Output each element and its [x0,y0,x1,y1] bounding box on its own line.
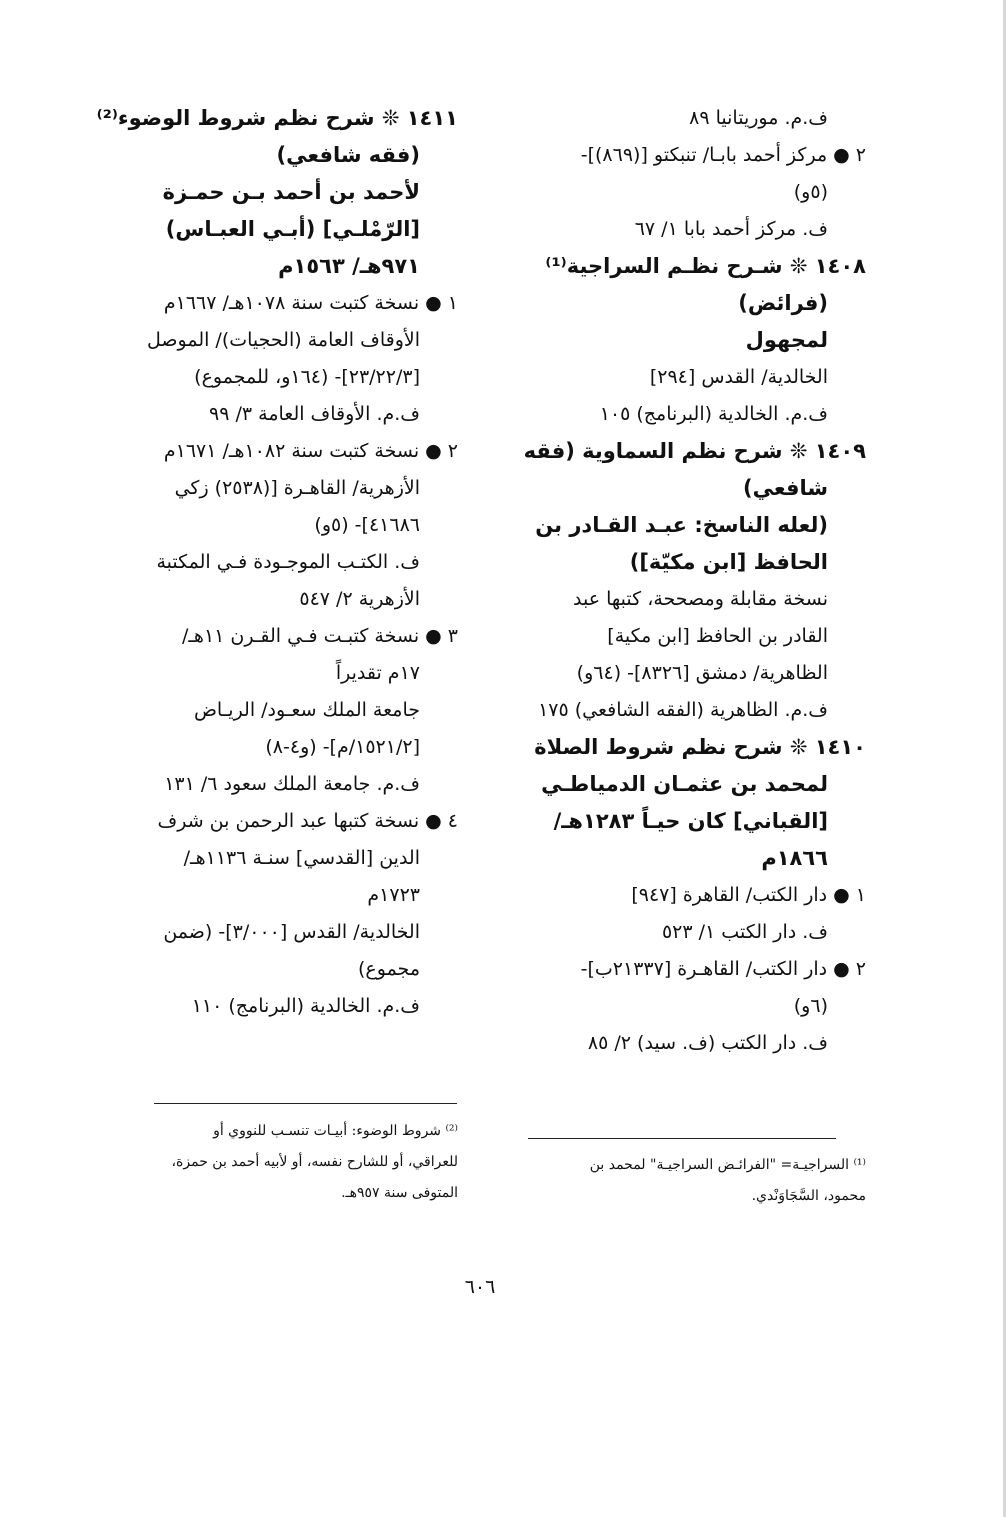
left-column-line: (فقه شافعي) [276,143,420,167]
left-column-line: الخالدية/ القدس [٣/٠٠٠]- (ضمن [163,921,420,943]
right-column-line: ١٤٠٨ ❊ شـرح نظـم السراجية⁽¹⁾ [545,254,866,278]
left-column-line: [١٥٢١/٢/م]- (و٤-٨) [265,736,420,758]
left-column-line: ١٧٢٣م [367,884,420,906]
page-number: ٦٠٦ [464,1276,496,1298]
right-column-line: ف.م. الظاهرية (الفقه الشافعي) ١٧٥ [538,699,828,721]
right-column-line: لمجهول [745,328,828,352]
right-column-line: ١٨٦٦م [761,846,828,870]
left-column-line: ٩٧١هـ/ ١٥٦٣م [278,254,420,278]
footnote-right-line: ⁽¹⁾ السراجيـة= "الفرائـض السراجيـة" لمحمد بن [589,1157,866,1173]
right-column-line: (٥و) [793,181,828,203]
right-column-line: (٦و) [793,995,828,1017]
left-column-line: ١ ● نسخة كتبت سنة ١٠٧٨هـ/ ١٦٦٧م [163,292,458,314]
right-column-line: ف. دار الكتب ١/ ٥٢٣ [661,921,828,943]
left-column-line: ١٤١١ ❊ شرح نظم شروط الوضوء⁽²⁾ [96,106,458,130]
left-column-line: ٢ ● نسخة كتبت سنة ١٠٨٢هـ/ ١٦٧١م [163,440,458,462]
left-column-line: لأحمد بن أحمد بـن حمـزة [162,180,420,204]
right-column-line: الخالدية/ القدس [٢٩٤] [649,366,828,388]
left-column-line: ٣ ● نسخة كتبـت فـي القـرن ١١هـ/ [181,625,458,647]
right-column-line: ٢ ● مركز أحمد بابـا/ تنبكتو [(٨٦٩)]- [580,144,866,166]
left-column-line: الأزهرية ٢/ ٥٤٧ [299,588,420,610]
right-column-line: [القباني] كان حيـاً ١٢٨٣هـ/ [553,809,828,833]
right-column-line: ١٤١٠ ❊ شرح نظم شروط الصلاة [534,735,866,759]
left-column [96,100,458,1025]
left-column-line: ف.م. الأوقاف العامة ٣/ ٩٩ [209,403,420,425]
left-column-line: مجموع) [358,958,420,980]
right-column-line: ١ ● دار الكتب/ القاهرة [٩٤٧] [631,884,866,906]
right-column-line: ٢ ● دار الكتب/ القاهـرة [٢١٣٣٧ب]- [580,958,866,980]
right-column-line: الحافظ [ابن مكيّة]) [629,550,828,574]
footnote-left-line: ⁽²⁾ شروط الوضوء: أبيـات تنسـب للنووي أو [213,1123,458,1139]
left-column-line: ١٧م تقديراً [335,662,420,684]
left-column-line: ٤ ● نسخة كتبها عبد الرحمن بن شرف [157,810,458,832]
right-column-line: شافعي) [743,476,828,500]
left-column-line: ف.م. الخالدية (البرنامج) ١١٠ [191,995,420,1017]
footnote-left-line: للعراقي، أو للشارح نفسه، أو لأبيه أحمد بن حمزة، [171,1154,458,1170]
left-column-line: الدين [القدسي] سنـة ١١٣٦هـ/ [183,847,420,869]
footnote-left [138,1116,458,1209]
right-column-line: لمحمد بن عثمـان الدمياطـي [541,772,828,796]
right-column [523,100,866,1062]
left-column-line: [٢٣/٢٢/٣]- (١٦٤و، للمجموع) [194,366,420,388]
footnote-rule-left [154,1103,457,1104]
footnote-right-line: محمود، السَّجَاوَنْدي. [751,1188,866,1204]
left-column-line: الأوقاف العامة (الحجيات)/ الموصل [147,329,420,351]
right-column-line: ف.م. الخالدية (البرنامج) ١٠٥ [599,403,828,425]
right-column-line: ف. مركز أحمد بابا ١/ ٦٧ [634,218,828,240]
left-column-line: [الرّمْلـي] (أبـي العبـاس) [165,217,420,241]
right-column-line: الظاهرية/ دمشق [٨٣٢٦]- (٦٤و) [576,662,828,684]
left-column-line: ف.م. جامعة الملك سعود ٦/ ١٣١ [164,773,420,795]
left-column-line: الأزهرية/ القاهـرة [(٢٥٣٨) زكي [174,477,420,499]
left-column-line: ٤١٦٨٦]- (٥و) [314,514,420,536]
footnote-right [526,1150,866,1212]
footnote-rule-right [528,1138,836,1139]
right-column-line: (فرائض) [738,291,828,315]
right-column-line: القادر بن الحافظ [ابن مكية] [607,625,828,647]
right-column-line: (لعله الناسخ: عبـد القـادر بن [535,513,828,537]
footnote-left-line: المتوفى سنة ٩٥٧هـ. [341,1185,458,1201]
left-column-line: جامعة الملك سعـود/ الريـاض [193,699,420,721]
left-column-line: ف. الكتـب الموجـودة فـي المكتبة [156,551,420,573]
right-column-line: ١٤٠٩ ❊ شرح نظم السماوية (فقه [523,439,866,463]
right-column-line: ف. دار الكتب (ف. سيد) ٢/ ٨٥ [587,1032,828,1054]
right-column-line: ف.م. موريتانيا ٨٩ [689,107,828,129]
right-column-line: نسخة مقابلة ومصححة، كتبها عبد [573,588,828,610]
